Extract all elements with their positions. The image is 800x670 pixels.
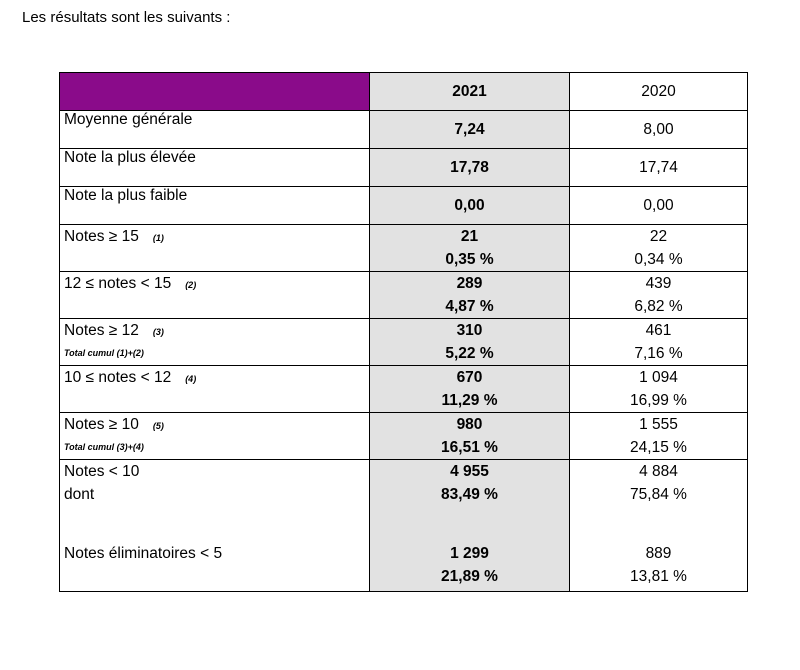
percent-2021: 0,35 % xyxy=(445,251,494,268)
table-row xyxy=(60,366,748,413)
count-2021: 980 xyxy=(456,416,483,433)
row-label: Notes ≥ 12 xyxy=(64,322,139,339)
row-label-cell xyxy=(60,366,370,413)
footnote-ref: (4) xyxy=(185,374,197,384)
percent-2020: 75,84 % xyxy=(630,486,687,503)
header-2021: 2021 xyxy=(370,73,570,111)
row-label-cell xyxy=(60,272,370,319)
count-2021: 289 xyxy=(456,275,483,292)
header-2020: 2020 xyxy=(570,73,748,111)
percent-2020: 24,15 % xyxy=(630,439,687,456)
row-label: 12 ≤ notes < 15 xyxy=(64,275,172,292)
row-label-cell xyxy=(60,225,370,272)
count-2020: 461 xyxy=(645,322,672,339)
count-2020: 1 555 xyxy=(639,416,678,433)
percent-2021: 5,22 % xyxy=(445,345,494,362)
value-2021: 7,24 xyxy=(370,111,570,149)
row-label: Moyenne générale xyxy=(60,111,370,149)
count-2021: 4 955 xyxy=(450,463,489,480)
percent-2020: 0,34 % xyxy=(634,251,683,268)
table-row xyxy=(60,460,748,592)
percent-2021: 11,29 % xyxy=(441,392,498,409)
table-row xyxy=(60,149,748,187)
value-2020: 17,74 xyxy=(570,149,748,187)
row-label: 10 ≤ notes < 12 xyxy=(64,369,172,386)
count-2021: 670 xyxy=(456,369,483,386)
value-2021-cell xyxy=(370,272,570,319)
table-row xyxy=(60,272,748,319)
cumul-note: Total cumul (3)+(4) xyxy=(64,442,144,452)
row-label: Notes ≥ 15 xyxy=(64,228,139,245)
row-label-dont: dont xyxy=(64,486,95,503)
header-accent-cell xyxy=(60,73,370,111)
row-label: Notes ≥ 10 xyxy=(64,416,139,433)
value-2021: 17,78 xyxy=(370,149,570,187)
value-2020: 8,00 xyxy=(570,111,748,149)
value-2021-cell xyxy=(370,460,570,592)
table-row xyxy=(60,413,748,460)
value-2020-cell xyxy=(570,272,748,319)
count-2020: 4 884 xyxy=(639,463,678,480)
value-2020-cell xyxy=(570,319,748,366)
count-2020: 439 xyxy=(645,275,672,292)
table-header-row xyxy=(60,73,748,111)
eliminatory-percent-2020: 13,81 % xyxy=(630,568,687,585)
row-label-cell xyxy=(60,413,370,460)
cumul-note: Total cumul (1)+(2) xyxy=(64,348,144,358)
value-2020: 0,00 xyxy=(570,187,748,225)
value-2020-cell xyxy=(570,460,748,592)
value-2021-cell xyxy=(370,319,570,366)
count-2020: 1 094 xyxy=(639,369,678,386)
percent-2021: 4,87 % xyxy=(445,298,494,315)
eliminatory-count-2021: 1 299 xyxy=(450,545,489,562)
value-2020-cell xyxy=(570,413,748,460)
percent-2020: 7,16 % xyxy=(634,345,683,362)
value-2021-cell xyxy=(370,366,570,413)
value-2020-cell xyxy=(570,366,748,413)
table-row xyxy=(60,319,748,366)
row-label-eliminatory: Notes éliminatoires < 5 xyxy=(64,545,223,562)
percent-2021: 16,51 % xyxy=(441,439,498,456)
results-table xyxy=(59,72,748,592)
table-row xyxy=(60,187,748,225)
percent-2021: 83,49 % xyxy=(441,486,498,503)
count-2021: 21 xyxy=(460,228,479,245)
value-2020-cell xyxy=(570,225,748,272)
table-row xyxy=(60,111,748,149)
table-row xyxy=(60,225,748,272)
eliminatory-percent-2021: 21,89 % xyxy=(441,568,498,585)
value-2021: 0,00 xyxy=(370,187,570,225)
row-label: Notes < 10 xyxy=(64,463,140,480)
row-label-cell xyxy=(60,319,370,366)
count-2021: 310 xyxy=(456,322,483,339)
footnote-ref: (2) xyxy=(185,280,197,290)
percent-2020: 6,82 % xyxy=(634,298,683,315)
eliminatory-count-2020: 889 xyxy=(645,545,672,562)
intro-text: Les résultats sont les suivants : xyxy=(22,9,231,26)
row-label-cell xyxy=(60,460,370,592)
value-2021-cell xyxy=(370,225,570,272)
row-label: Note la plus élevée xyxy=(60,149,370,187)
row-label: Note la plus faible xyxy=(60,187,370,225)
footnote-ref: (3) xyxy=(152,327,164,337)
count-2020: 22 xyxy=(649,228,668,245)
percent-2020: 16,99 % xyxy=(630,392,687,409)
value-2021-cell xyxy=(370,413,570,460)
footnote-ref: (5) xyxy=(152,421,164,431)
footnote-ref: (1) xyxy=(152,233,164,243)
